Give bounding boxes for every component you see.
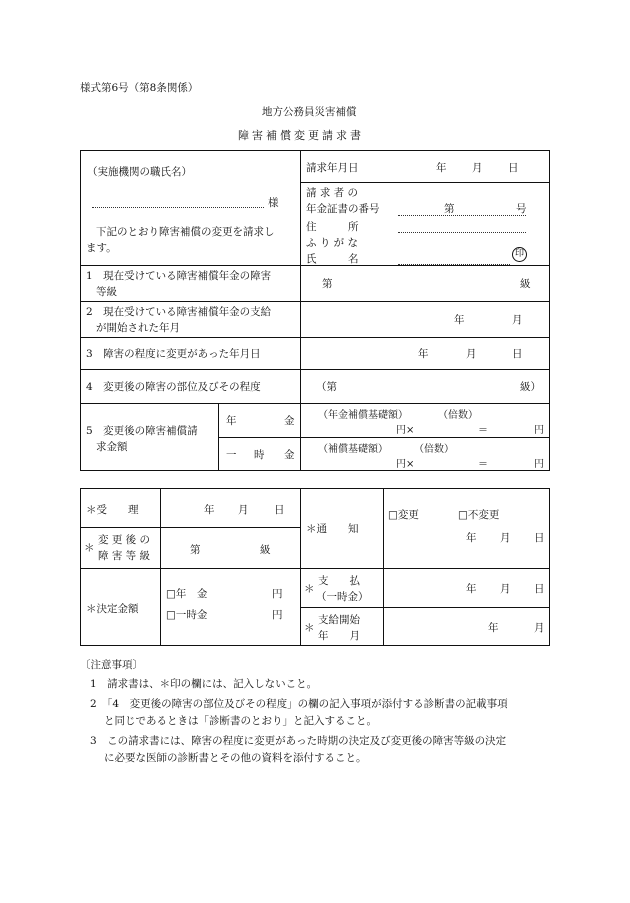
tsuchi-label: ＊通 知: [306, 523, 359, 535]
sama-label: 様: [268, 197, 279, 209]
agency-label: （実施機関の職氏名）: [87, 166, 192, 178]
kaishi-month: 月: [534, 622, 545, 634]
row2-year: 年: [454, 314, 465, 326]
kaishi-star: ＊: [304, 622, 315, 634]
ichiji-yen: 円: [534, 459, 544, 470]
henkou-checkbox[interactable]: □変更: [388, 509, 419, 521]
tsuchi-month: 月: [500, 532, 511, 544]
request-date-month: 月: [472, 162, 483, 174]
row3-month: 月: [466, 348, 477, 360]
request-text-2: ます。: [86, 242, 117, 254]
request-date-label: 請求年月日: [306, 162, 359, 174]
address-line[interactable]: [398, 232, 526, 233]
nenkin-eq: ＝: [478, 425, 488, 436]
name-label: 氏 名: [306, 253, 359, 265]
request-text: 下記のとおり障害補償の変更を請求し: [96, 226, 275, 238]
kettei-ichiji-yen: 円: [272, 609, 283, 621]
row3-label: 3 障害の程度に変更があった年月日: [86, 348, 261, 360]
row2-label-1: 2 現在受けている障害補償年金の支給: [86, 306, 272, 318]
nenkin-yen-x: 円×: [396, 425, 415, 436]
fuhenkou-checkbox[interactable]: □不変更: [458, 509, 500, 521]
row2-label-2: が開始された年月: [96, 322, 180, 334]
kettei-nenkin-yen: 円: [272, 588, 283, 600]
note-2: 2 「4 変更後の障害の部位及びその程度」の欄の記入事項が添付する診断書の記載事項: [90, 698, 508, 710]
nenkin-label-b: 金: [284, 415, 295, 427]
name-line[interactable]: [398, 264, 510, 265]
note-2-cont: と同じであるときは「診断書のとおり」と記入すること。: [104, 715, 377, 727]
row4-label: 4 変更後の障害の部位及びその程度: [86, 381, 261, 393]
note-3: 3 この請求書には、障害の程度に変更があった時期の決定及び変更後の障害等級の決定: [90, 735, 507, 747]
ichiji-label-c: 金: [284, 449, 295, 461]
ichiji-label-a: 一: [226, 449, 237, 461]
note-1: 1 請求書は、＊印の欄には、記入しないこと。: [90, 678, 318, 690]
shiharai-year: 年: [466, 583, 477, 595]
form-number: 様式第6号（第8条関係）: [80, 82, 199, 94]
grade-label-1: 変 更 後 の: [98, 534, 151, 546]
seal-icon: 印: [512, 247, 527, 262]
ichiji-yen-x: 円×: [396, 459, 415, 470]
shiharai-day: 日: [534, 583, 545, 595]
title-sub: 地方公務員災害補償: [262, 106, 357, 118]
row1-dai: 第: [322, 278, 333, 290]
cert-dai: 第: [444, 203, 455, 215]
row1-kyu: 級: [520, 278, 531, 290]
kettei-label: ＊決定金額: [86, 603, 139, 615]
kettei-ichiji-checkbox[interactable]: □一時金: [166, 609, 208, 621]
nenkin-times-label: （倍数）: [438, 410, 478, 421]
page-title: 障害補償変更請求書: [238, 129, 364, 142]
shiharai-month: 月: [500, 583, 511, 595]
uketsuke-label: ＊受 理: [86, 504, 139, 516]
grade-dai: 第: [190, 544, 201, 556]
nenkin-yen: 円: [534, 425, 544, 436]
kaishi-year: 年: [488, 622, 499, 634]
grade-star: ＊: [84, 542, 95, 554]
address-label: 住 所: [306, 221, 359, 233]
kaishi-label-1: 支給開始: [318, 614, 360, 626]
shiharai-label-1: 支 払: [318, 575, 360, 587]
row4-kyu: 級）: [520, 381, 541, 393]
row5-label-2: 求金額: [96, 441, 128, 453]
shiharai-star: ＊: [304, 583, 315, 595]
cert-go: 号: [516, 203, 527, 215]
request-date-day: 日: [508, 162, 519, 174]
uketsuke-day: 日: [274, 504, 285, 516]
ichiji-base-label: （補償基礎額）: [318, 444, 388, 455]
ichiji-times-label: （倍数）: [414, 444, 454, 455]
cert-number-line[interactable]: [398, 215, 526, 216]
requester-label-1: 請 求 者 の: [306, 187, 359, 199]
ichiji-label-b: 時: [254, 449, 265, 461]
nenkin-base-label: （年金補償基礎額）: [318, 410, 408, 421]
uketsuke-month: 月: [238, 504, 249, 516]
furigana-label: ふ り が な: [306, 237, 359, 249]
uketsuke-year: 年: [204, 504, 215, 516]
notes-heading: 〔注意事項〕: [80, 659, 143, 671]
kettei-nenkin-checkbox[interactable]: □年 金: [166, 588, 208, 600]
agency-name-line[interactable]: [92, 207, 264, 208]
row4-dai: （第: [316, 381, 337, 393]
request-date-year: 年: [436, 162, 447, 174]
row1-label-1: 1 現在受けている障害補償年金の障害: [86, 270, 272, 282]
requester-label-2: 年金証書の番号: [306, 203, 380, 215]
row2-month: 月: [512, 314, 523, 326]
row3-year: 年: [418, 348, 429, 360]
kaishi-label-2: 年 月: [318, 630, 360, 642]
ichiji-eq: ＝: [478, 459, 488, 470]
row3-day: 日: [512, 348, 523, 360]
grade-label-2: 障 害 等 級: [98, 550, 151, 562]
grade-kyu: 級: [260, 544, 271, 556]
tsuchi-year: 年: [466, 532, 477, 544]
note-3-cont: に必要な医師の診断書とその他の資料を添付すること。: [104, 752, 367, 764]
row1-label-2: 等級: [96, 286, 117, 298]
shiharai-label-2: （一時金）: [316, 591, 369, 603]
tsuchi-day: 日: [534, 532, 545, 544]
row5-label-1: 5 変更後の障害補償請: [86, 425, 198, 437]
nenkin-label-a: 年: [226, 415, 237, 427]
